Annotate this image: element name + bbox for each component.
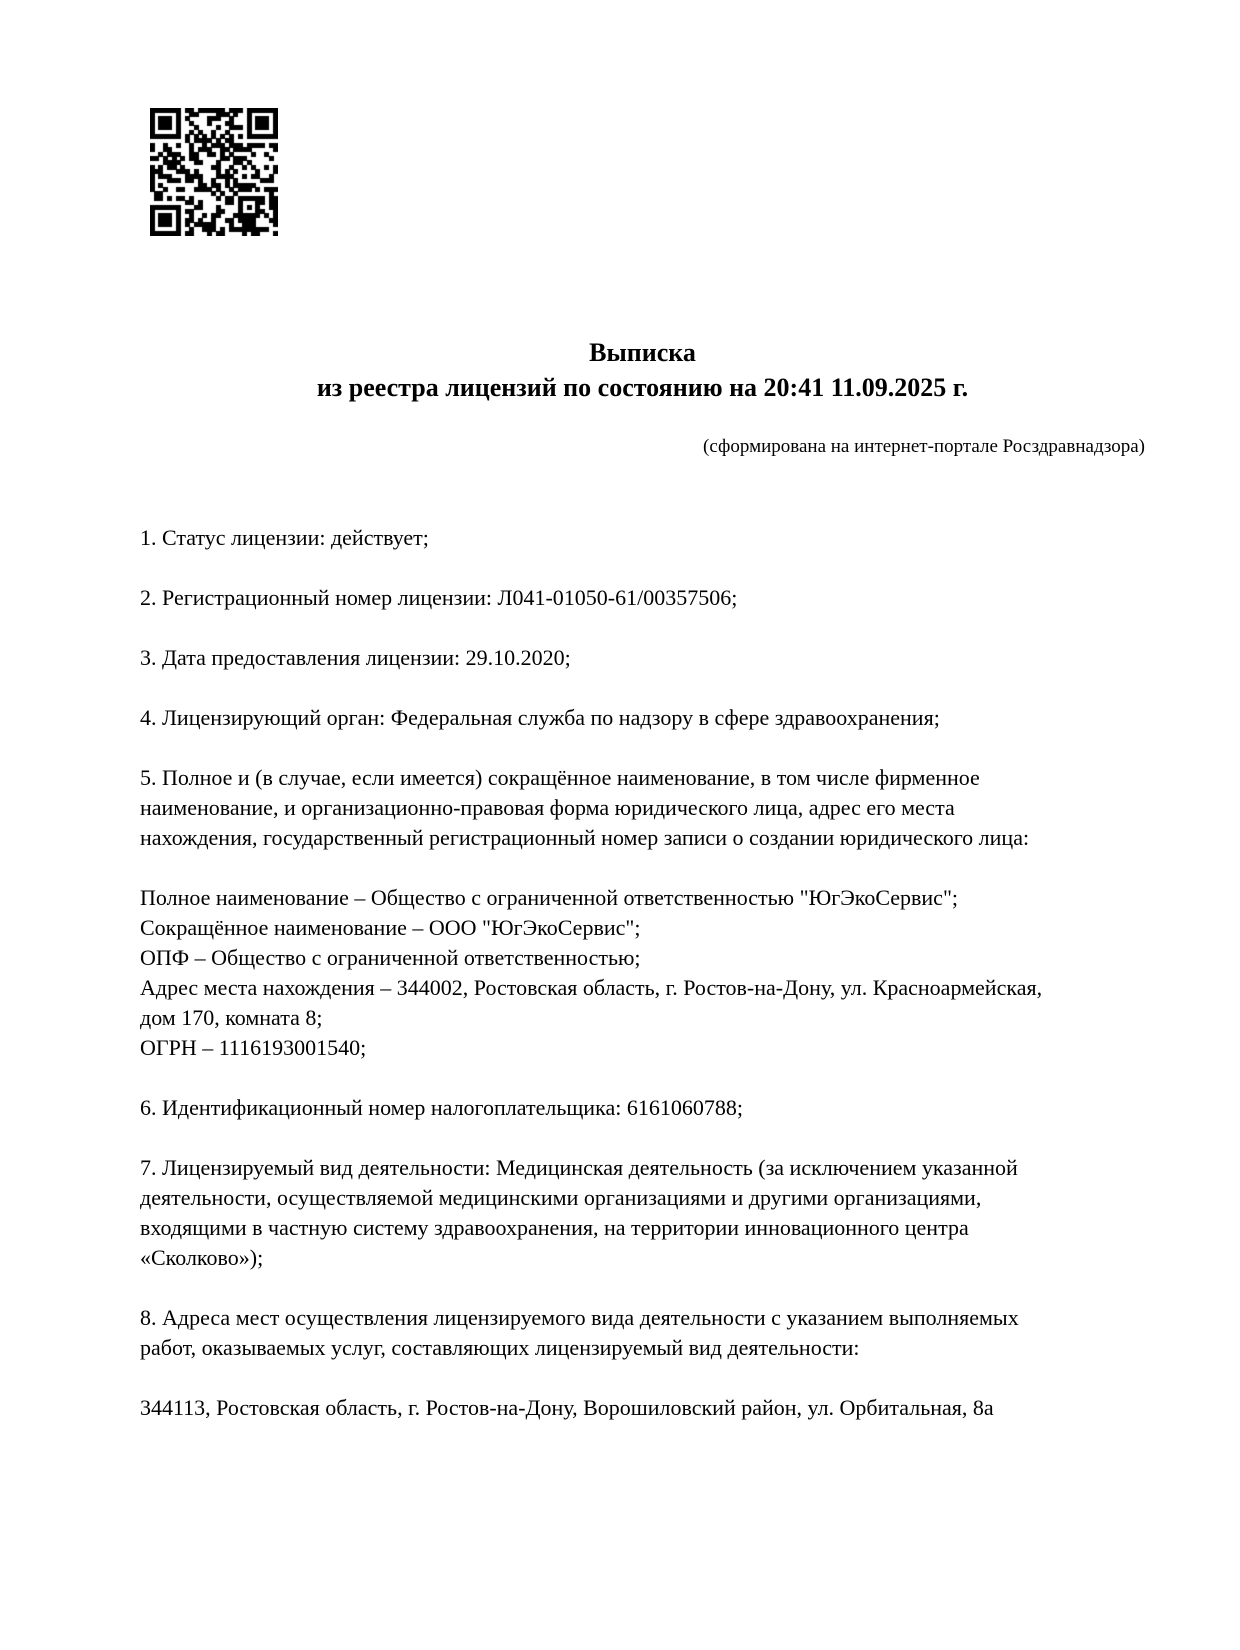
document-title-line2: из реестра лицензий по состоянию на 20:41 11.09.2025 г. xyxy=(316,373,969,402)
item-7-licensed-activity xyxy=(140,1153,1145,1273)
item-8-activity-addresses-heading xyxy=(140,1303,1145,1363)
entity-details-line: Сокращённое наименование – ООО "ЮгЭкоСервис"; xyxy=(140,915,641,940)
item-8-activity-addresses-heading-line: 8. Адреса мест осуществления лицензируемого вида деятельности с указанием выполняемых xyxy=(140,1305,1019,1330)
entity-details xyxy=(140,883,1145,1063)
entity-details-line: ОГРН – 1116193001540; xyxy=(140,1035,367,1060)
item-3-grant-date xyxy=(140,643,1145,673)
item-7-licensed-activity-line: деятельности, осуществляемой медицинскими организациями и другими организациями, xyxy=(140,1185,982,1210)
document-subtitle: (сформирована на интернет-портале Росздравнадзора) xyxy=(703,436,1145,457)
item-2-registration-number xyxy=(140,583,1145,613)
item-4-licensing-authority-line: 4. Лицензирующий орган: Федеральная служба по надзору в сфере здравоохранения; xyxy=(140,705,940,730)
item-7-licensed-activity-line: входящими в частную систему здравоохранения, на территории инновационного центра xyxy=(140,1215,969,1240)
item-2-registration-number-line: 2. Регистрационный номер лицензии: Л041-01050-61/00357506; xyxy=(140,585,738,610)
item-1-license-status-line: 1. Статус лицензии: действует; xyxy=(140,525,429,550)
item-6-taxpayer-number-line: 6. Идентификационный номер налогоплательщика: 6161060788; xyxy=(140,1095,743,1120)
document-title-line1: Выписка xyxy=(589,338,696,367)
entity-details-line: Полное наименование – Общество с ограниченной ответственностью "ЮгЭкоСервис"; xyxy=(140,885,959,910)
entity-details-line: ОПФ – Общество с ограниченной ответственностью; xyxy=(140,945,641,970)
item-5-name-and-address-heading-line: наименование, и организационно-правовая форма юридического лица, адрес его места xyxy=(140,795,955,820)
item-3-grant-date-line: 3. Дата предоставления лицензии: 29.10.2020; xyxy=(140,645,571,670)
document-title xyxy=(140,335,1145,405)
item-8-activity-addresses-heading-line: работ, оказываемых услуг, составляющих лицензируемый вид деятельности: xyxy=(140,1335,860,1360)
document-content xyxy=(140,0,1145,1650)
document-body xyxy=(140,523,1145,1453)
item-5-name-and-address-heading-line: нахождения, государственный регистрационный номер записи о создании юридического лица: xyxy=(140,825,1030,850)
entity-details-line: дом 170, комната 8; xyxy=(140,1005,323,1030)
item-5-name-and-address-heading xyxy=(140,763,1145,853)
item-1-license-status xyxy=(140,523,1145,553)
item-5-name-and-address-heading-line: 5. Полное и (в случае, если имеется) сокращённое наименование, в том числе фирменное xyxy=(140,765,980,790)
item-4-licensing-authority xyxy=(140,703,1145,733)
item-7-licensed-activity-line: «Сколково»); xyxy=(140,1245,264,1270)
item-6-taxpayer-number xyxy=(140,1093,1145,1123)
entity-details-line: Адрес места нахождения – 344002, Ростовская область, г. Ростов-на-Дону, ул. Красноармейская, xyxy=(140,975,1043,1000)
activity-address-entry-line: 344113, Ростовская область, г. Ростов-на-Дону, Ворошиловский район, ул. Орбитальная, 8а xyxy=(140,1395,994,1420)
activity-address-entry xyxy=(140,1393,1145,1423)
item-7-licensed-activity-line: 7. Лицензируемый вид деятельности: Медицинская деятельность (за исключением указанной xyxy=(140,1155,1018,1180)
